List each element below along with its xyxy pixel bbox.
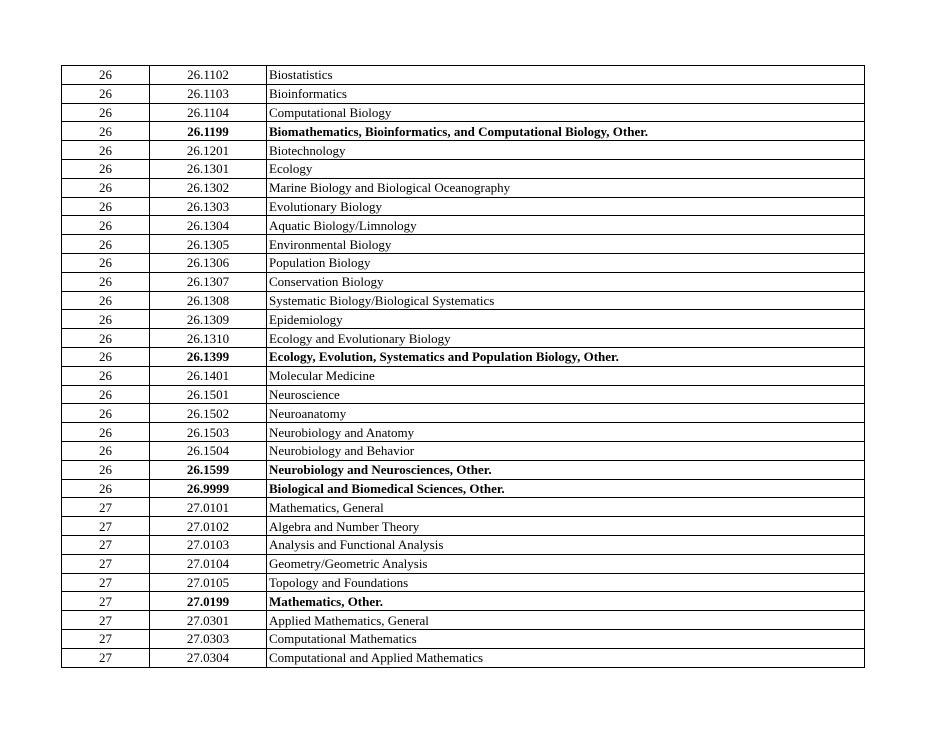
program-title-cell: Computational and Applied Mathematics [267,648,865,667]
table-row [62,122,865,141]
table-row [62,517,865,536]
table-row [62,648,865,667]
table-row [62,84,865,103]
cip-code-cell: 27.0301 [150,611,267,630]
table-row [62,629,865,648]
cip-code-cell: 26.1201 [150,141,267,160]
table-row [62,573,865,592]
table-row [62,197,865,216]
cip-code-cell: 27.0104 [150,554,267,573]
family-code-cell: 26 [62,329,150,348]
program-title-cell: Neurobiology and Anatomy [267,423,865,442]
program-title-cell: Environmental Biology [267,235,865,254]
cip-code-cell: 26.1503 [150,423,267,442]
family-code-cell: 26 [62,460,150,479]
family-code-cell: 26 [62,441,150,460]
family-code-cell: 26 [62,141,150,160]
cip-code-cell: 26.1504 [150,441,267,460]
table-row [62,141,865,160]
family-code-cell: 27 [62,629,150,648]
program-title-cell: Population Biology [267,253,865,272]
cip-code-cell: 26.1303 [150,197,267,216]
program-title-cell: Applied Mathematics, General [267,611,865,630]
table-row [62,216,865,235]
table-row [62,404,865,423]
cip-code-cell: 26.1401 [150,366,267,385]
family-code-cell: 26 [62,253,150,272]
cip-code-cell: 27.0101 [150,498,267,517]
family-code-cell: 26 [62,404,150,423]
table-row [62,498,865,517]
cip-code-cell: 27.0103 [150,535,267,554]
program-title-cell: Conservation Biology [267,272,865,291]
family-code-cell: 26 [62,310,150,329]
table-row [62,479,865,498]
family-code-cell: 27 [62,611,150,630]
program-title-cell: Bioinformatics [267,84,865,103]
program-title-cell: Systematic Biology/Biological Systematics [267,291,865,310]
family-code-cell: 27 [62,592,150,611]
family-code-cell: 27 [62,573,150,592]
table-row [62,253,865,272]
program-title-cell: Biomathematics, Bioinformatics, and Computational Biology, Other. [267,122,865,141]
table-row [62,554,865,573]
family-code-cell: 26 [62,366,150,385]
program-title-cell: Analysis and Functional Analysis [267,535,865,554]
cip-code-cell: 26.1308 [150,291,267,310]
family-code-cell: 26 [62,385,150,404]
family-code-cell: 26 [62,159,150,178]
table-row [62,460,865,479]
program-title-cell: Neurobiology and Neurosciences, Other. [267,460,865,479]
family-code-cell: 26 [62,235,150,254]
family-code-cell: 26 [62,216,150,235]
program-title-cell: Biological and Biomedical Sciences, Other. [267,479,865,498]
family-code-cell: 26 [62,178,150,197]
table-row [62,272,865,291]
table-row [62,235,865,254]
program-title-cell: Biotechnology [267,141,865,160]
family-code-cell: 27 [62,648,150,667]
family-code-cell: 26 [62,84,150,103]
cip-code-cell: 27.0105 [150,573,267,592]
family-code-cell: 27 [62,554,150,573]
program-title-cell: Ecology [267,159,865,178]
family-code-cell: 26 [62,103,150,122]
family-code-cell: 26 [62,66,150,85]
family-code-cell: 26 [62,347,150,366]
family-code-cell: 26 [62,197,150,216]
program-title-cell: Evolutionary Biology [267,197,865,216]
cip-code-cell: 26.1399 [150,347,267,366]
table-row [62,66,865,85]
table-row [62,103,865,122]
cip-code-cell: 26.1304 [150,216,267,235]
cip-table-body [62,66,865,668]
cip-code-cell: 26.1306 [150,253,267,272]
cip-code-cell: 26.1310 [150,329,267,348]
program-title-cell: Epidemiology [267,310,865,329]
table-row [62,535,865,554]
program-title-cell: Aquatic Biology/Limnology [267,216,865,235]
table-row [62,310,865,329]
program-title-cell: Neuroscience [267,385,865,404]
cip-code-cell: 26.1502 [150,404,267,423]
program-title-cell: Molecular Medicine [267,366,865,385]
table-row [62,366,865,385]
family-code-cell: 27 [62,517,150,536]
table-row [62,441,865,460]
table-row [62,159,865,178]
cip-code-cell: 26.1103 [150,84,267,103]
family-code-cell: 26 [62,122,150,141]
program-title-cell: Neuroanatomy [267,404,865,423]
cip-code-cell: 26.9999 [150,479,267,498]
family-code-cell: 27 [62,535,150,554]
program-title-cell: Ecology, Evolution, Systematics and Population Biology, Other. [267,347,865,366]
table-row [62,385,865,404]
cip-code-cell: 27.0199 [150,592,267,611]
table-row [62,329,865,348]
cip-code-cell: 26.1305 [150,235,267,254]
cip-code-cell: 26.1301 [150,159,267,178]
cip-code-cell: 26.1599 [150,460,267,479]
cip-code-cell: 26.1302 [150,178,267,197]
program-title-cell: Topology and Foundations [267,573,865,592]
table-row [62,611,865,630]
program-title-cell: Algebra and Number Theory [267,517,865,536]
program-title-cell: Neurobiology and Behavior [267,441,865,460]
program-title-cell: Ecology and Evolutionary Biology [267,329,865,348]
cip-code-cell: 27.0303 [150,629,267,648]
program-title-cell: Geometry/Geometric Analysis [267,554,865,573]
program-title-cell: Mathematics, Other. [267,592,865,611]
family-code-cell: 26 [62,291,150,310]
cip-code-cell: 26.1104 [150,103,267,122]
cip-code-cell: 26.1501 [150,385,267,404]
table-row [62,347,865,366]
cip-code-cell: 26.1309 [150,310,267,329]
program-title-cell: Biostatistics [267,66,865,85]
cip-code-cell: 26.1199 [150,122,267,141]
family-code-cell: 27 [62,498,150,517]
family-code-cell: 26 [62,479,150,498]
table-row [62,178,865,197]
family-code-cell: 26 [62,272,150,291]
program-title-cell: Computational Biology [267,103,865,122]
program-title-cell: Computational Mathematics [267,629,865,648]
cip-code-table [61,65,865,668]
program-title-cell: Mathematics, General [267,498,865,517]
table-row [62,423,865,442]
program-title-cell: Marine Biology and Biological Oceanography [267,178,865,197]
cip-code-cell: 27.0102 [150,517,267,536]
table-row [62,592,865,611]
cip-code-cell: 27.0304 [150,648,267,667]
cip-code-cell: 26.1102 [150,66,267,85]
table-row [62,291,865,310]
family-code-cell: 26 [62,423,150,442]
cip-code-cell: 26.1307 [150,272,267,291]
